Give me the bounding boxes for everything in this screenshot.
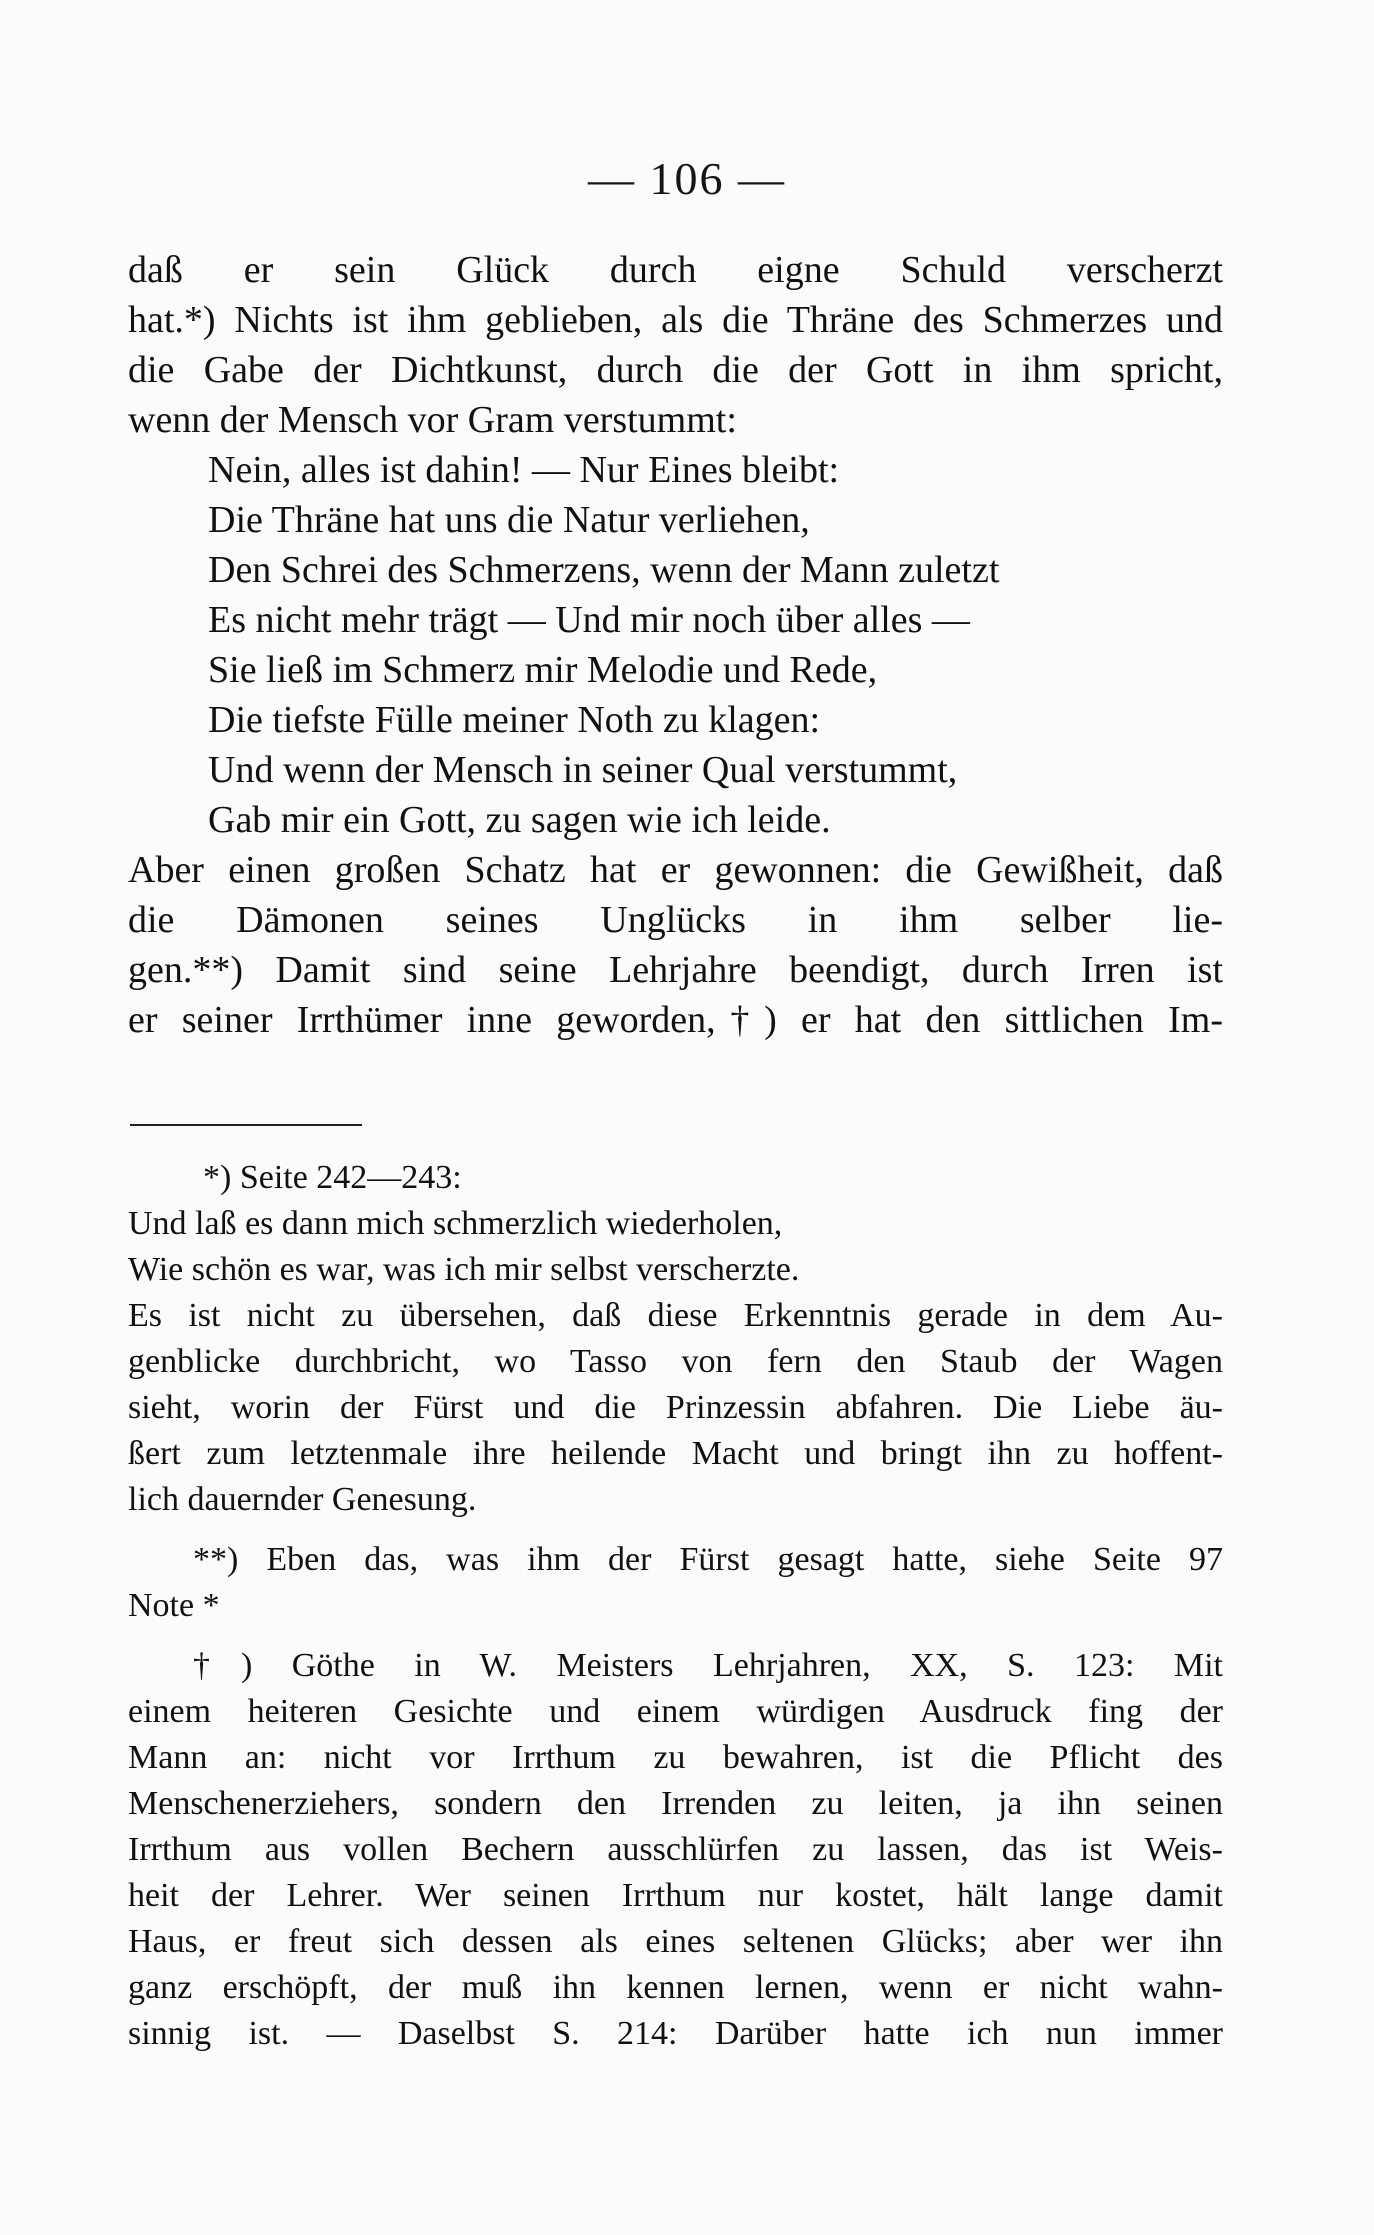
verse-line: Den Schrei des Schmerzens, wenn der Mann zuletzt (208, 549, 1000, 591)
verse-line: Nein, alles ist dahin! — Nur Eines bleibt: (208, 449, 840, 491)
footnote-line: Wie schön es war, was ich mir selbst verscherzte. (128, 1251, 800, 1288)
verse-line: Sie ließ im Schmerz mir Melodie und Rede, (208, 649, 878, 691)
footnote-separator (130, 1124, 362, 1126)
footnote-line: †) Göthe in W. Meisters Lehrjahren, XX, S. 123: Mit (193, 1647, 1223, 1684)
footnote-line: sinnig ist. — Daselbst S. 214: Darüber hatte ich nun immer (128, 2015, 1223, 2052)
footnote-line: Mann an: nicht vor Irrthum zu bewahren, ist die Pflicht des (128, 1739, 1223, 1776)
main-text (128, 245, 1223, 1045)
footnote-line: heit der Lehrer. Wer seinen Irrthum nur kostet, hält lange damit (128, 1877, 1223, 1914)
verse-line: Und wenn der Mensch in seiner Qual verstummt, (208, 749, 958, 791)
footnote-gap (128, 1629, 1223, 1643)
footnote-line: Note * (128, 1587, 220, 1624)
footnote-line: Haus, er freut sich dessen als eines seltenen Glücks; aber wer ihn (128, 1923, 1223, 1960)
footnote-line: ßert zum letztenmale ihre heilende Macht und bringt ihn zu hoffent- (128, 1435, 1223, 1472)
footnote-line: ganz erschöpft, der muß ihn kennen lernen, wenn er nicht wahn- (128, 1969, 1223, 2006)
footnote-line: sieht, worin der Fürst und die Prinzessin abfahren. Die Liebe äu- (128, 1389, 1223, 1426)
footnote-line: **) Eben das, was ihm der Fürst gesagt hatte, siehe Seite 97 (193, 1541, 1223, 1578)
text-line: hat.*) Nichts ist ihm geblieben, als die Thräne des Schmerzes und (128, 299, 1223, 341)
footnote-line: einem heiteren Gesichte und einem würdigen Ausdruck fing der (128, 1693, 1223, 1730)
verse-line: Gab mir ein Gott, zu sagen wie ich leide. (208, 799, 831, 841)
footnotes (128, 1155, 1223, 2057)
text-line: die Dämonen seines Unglücks in ihm selber lie- (128, 899, 1223, 941)
text-line: er seiner Irrthümer inne geworden,†) er hat den sittlichen Im- (128, 999, 1223, 1041)
footnote-line: Irrthum aus vollen Bechern ausschlürfen zu lassen, das ist Weis- (128, 1831, 1223, 1868)
footnote-line: lich dauernder Genesung. (128, 1481, 477, 1518)
text-line: daß er sein Glück durch eigne Schuld verscherzt (128, 249, 1223, 291)
footnote-line: Menschenerziehers, sondern den Irrenden zu leiten, ja ihn seinen (128, 1785, 1223, 1822)
page-number: — 106 — (588, 153, 786, 204)
verse-line: Die Thräne hat uns die Natur verliehen, (208, 499, 810, 541)
footnote-line: *) Seite 242—243: (203, 1159, 462, 1196)
footnote-gap (128, 1523, 1223, 1537)
footnote-line: Und laß es dann mich schmerzlich wiederholen, (128, 1205, 783, 1242)
text-line: gen.**) Damit sind seine Lehrjahre beendigt, durch Irren ist (128, 949, 1223, 991)
footnote-line: genblicke durchbricht, wo Tasso von fern den Staub der Wagen (128, 1343, 1223, 1380)
verse-line: Es nicht mehr trägt — Und mir noch über alles — (208, 599, 970, 641)
text-line: die Gabe der Dichtkunst, durch die der Gott in ihm spricht, (128, 349, 1223, 391)
footnote-line: Es ist nicht zu übersehen, daß diese Erkenntnis gerade in dem Au- (128, 1297, 1223, 1334)
verse-line: Die tiefste Fülle meiner Noth zu klagen: (208, 699, 821, 741)
text-line: Aber einen großen Schatz hat er gewonnen: die Gewißheit, daß (128, 849, 1223, 891)
text-line: wenn der Mensch vor Gram verstummt: (128, 399, 737, 441)
